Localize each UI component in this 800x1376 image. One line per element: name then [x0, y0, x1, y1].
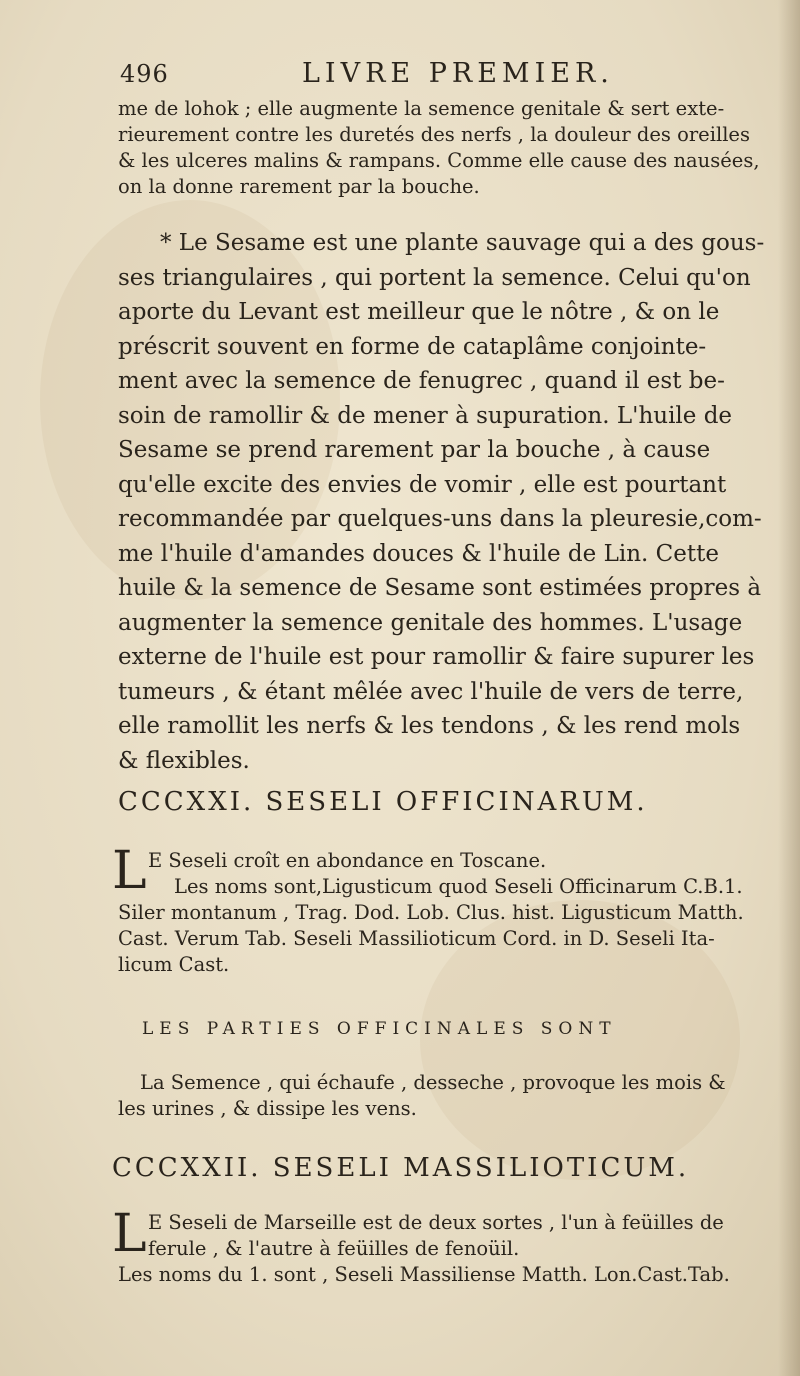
text-line: elle ramollit les nerfs & les tendons , & les rend mols: [118, 713, 741, 739]
page-number: 496: [120, 60, 169, 88]
dropcap-letter: L: [112, 1204, 147, 1264]
text-line: & les ulceres malins & rampans. Comme elle cause des nausées,: [118, 149, 760, 172]
text-line: aporte du Levant est meilleur que le nôtre , & on le: [118, 299, 720, 325]
section-322-body: [118, 1210, 770, 1288]
text-line: licum Cast.: [118, 953, 230, 976]
page-spine-shadow: [778, 0, 800, 1376]
text-line: externe de l'huile est pour ramollir & faire supurer les: [118, 644, 755, 670]
text-line: Siler montanum , Trag. Dod. Lob. Clus. hist. Ligusticum Matth.: [118, 901, 744, 924]
text-line: me l'huile d'amandes douces & l'huile de Lin. Cette: [118, 540, 719, 567]
text-line: augmenter la semence genitale des hommes. L'usage: [118, 609, 743, 636]
paragraph-continued: [118, 96, 770, 200]
text-line: ferule , & l'autre à feüilles de fenoüil.: [148, 1237, 520, 1260]
subheading-text: LES PARTIES OFFICINALES SONT: [142, 1019, 617, 1039]
text-line: Cast. Verum Tab. Seseli Massilioticum Cord. in D. Seseli Ita-: [118, 927, 715, 950]
section-heading: CCCXXII. SESELI MASSILIOTICUM.: [112, 1153, 690, 1183]
text-line: rieurement contre les duretés des nerfs , la douleur des oreilles: [118, 123, 750, 146]
text-line: on la donne rarement par la bouche.: [118, 175, 480, 198]
text-line: tumeurs , & étant mêlée avec l'huile de vers de terre,: [118, 678, 744, 705]
parties-description: [118, 1070, 770, 1122]
text-line: préscrit souvent en forme de cataplâme conjointe-: [118, 333, 707, 360]
running-title: LIVRE PREMIER.: [302, 58, 614, 89]
text-line: recommandée par quelques-uns dans la pleuresie,com-: [118, 506, 762, 532]
section-321-body: [118, 848, 770, 978]
text-line: me de lohok ; elle augmente la semence genitale & sert exte-: [118, 97, 725, 120]
section-heading: CCCXXI. SESELI OFFICINARUM.: [118, 787, 648, 817]
text-line: Les noms sont,Ligusticum quod Seseli Officinarum C.B.1.: [174, 875, 743, 898]
text-line: les urines , & dissipe les vens.: [118, 1097, 417, 1120]
text-line: E Seseli de Marseille est de deux sortes , l'un à feüilles de: [148, 1211, 724, 1234]
text-line: La Semence , qui échaufe , desseche , provoque les mois &: [140, 1071, 726, 1094]
page-header: [120, 56, 760, 96]
subheading-parties: [118, 1014, 770, 1044]
text-line: & flexibles.: [118, 747, 250, 774]
text-line: ment avec la semence de fenugrec , quand il est be-: [118, 368, 725, 394]
text-line: ses triangulaires , qui portent la semence. Celui qu'on: [118, 264, 751, 291]
text-line: huile & la semence de Sesame sont estimées propres à: [118, 575, 762, 601]
text-line: soin de ramollir & de mener à supuration. L'huile de: [118, 402, 733, 429]
text-line: Sesame se prend rarement par la bouche , à cause: [118, 437, 711, 463]
paragraph-sesame: [118, 226, 770, 778]
dropcap-letter: L: [112, 841, 147, 901]
text-line: Les noms du 1. sont , Seseli Massiliense Matth. Lon.Cast.Tab.: [118, 1263, 730, 1286]
text-line: * Le Sesame est une plante sauvage qui a des gous-: [160, 230, 765, 256]
text-line: E Seseli croît en abondance en Toscane.: [148, 849, 547, 872]
text-line: qu'elle excite des envies de vomir , elle est pourtant: [118, 471, 727, 498]
section-heading-321: [118, 784, 770, 820]
section-heading-322: [112, 1150, 764, 1186]
